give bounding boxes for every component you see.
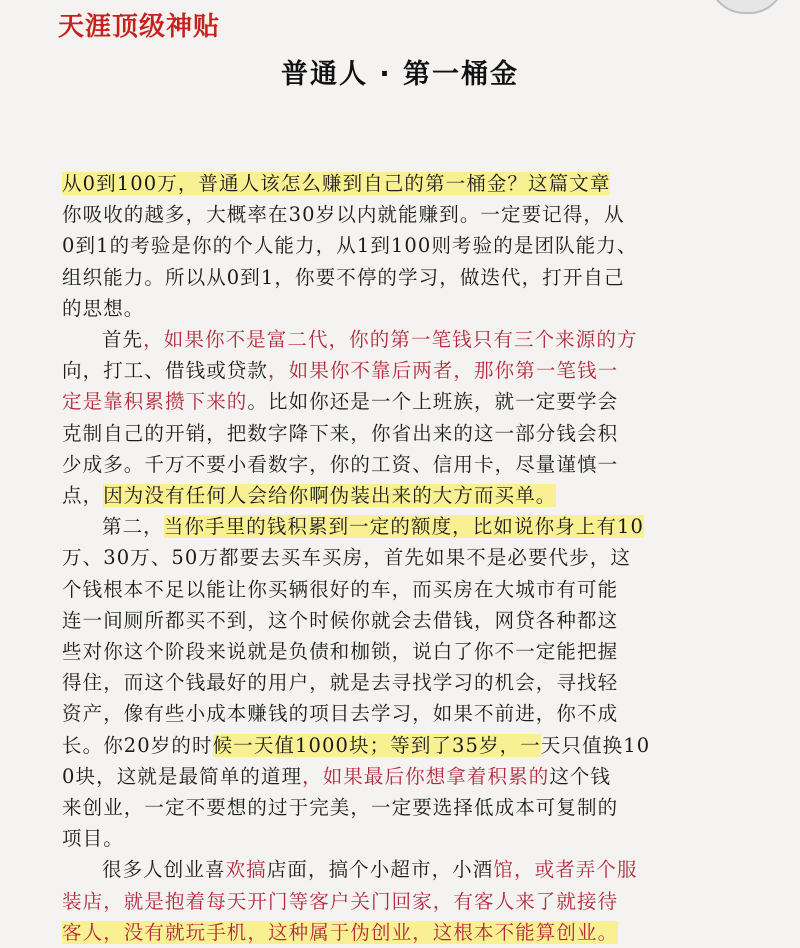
body-line: 首先，如果你不是富二代，你的第一笔钱只有三个来源的方: [101, 328, 638, 352]
body-line: 向，打工、借钱或贷款，如果你不靠后两者，那你第一笔钱一: [62, 359, 619, 383]
body-line: 点，因为没有任何人会给你啊伪装出来的大方而买单。: [62, 484, 557, 508]
document-title: 普通人 · 第一桶金: [280, 59, 520, 90]
body-line: 从0到100万，普通人该怎么赚到自己的第一桶金？这篇文章: [62, 172, 611, 195]
body-line: 连一间厕所都买不到，这个时候你就会去借钱，网贷各种都这: [62, 608, 619, 632]
body-line: 你吸收的越多，大概率在30岁以内就能赚到。一定要记得，从: [62, 203, 625, 227]
body-line: 来创业，一定不要想的过于完美，一定要选择低成本可复制的: [62, 796, 619, 820]
body-line: 个钱根本不足以能让你买辆很好的车，而买房在大城市有可能: [62, 577, 619, 601]
body-line: 很多人创业喜欢搞店面，搞个小超市，小酒馆，或者弄个服: [101, 858, 638, 882]
header-brand: 天涯顶级神贴: [58, 12, 221, 42]
body-line: 组织能力。所以从0到1，你要不停的学习，做迭代，打开自己: [62, 265, 625, 289]
body-line: 定是靠积累攒下来的。比如你还是一个上班族，就一定要学会: [62, 390, 619, 414]
body-line: 项目。: [62, 827, 124, 851]
body-line: 克制自己的开销，把数字降下来，你省出来的这一部分钱会积: [62, 421, 619, 445]
document-body: [62, 168, 762, 948]
body-line: 少成多。千万不要小看数字，你的工资、信用卡，尽量谨慎一: [62, 452, 619, 476]
body-line: 0到1的考验是你的个人能力，从1到100则考验的是团队能力、: [62, 234, 638, 258]
body-line: 0块，这就是最简单的道理，如果最后你想拿着积累的这个钱: [62, 764, 612, 788]
body-line: 装店，就是抱着每天开门等客户关门回家，有客人来了就接待: [62, 889, 619, 913]
corner-badge: [708, 0, 786, 14]
body-line: 些对你这个阶段来说就是负债和枷锁，说白了你不一定能把握: [62, 640, 619, 664]
body-line: 万、30万、50万都要去买车买房，首先如果不是必要代步，这: [62, 546, 632, 570]
body-line: 资产，像有些小成本赚钱的项目去学习，如果不前进，你不成: [62, 702, 619, 726]
body-line: 客人，没有就玩手机，这种属于伪创业，这根本不能算创业。: [62, 920, 619, 944]
body-line: 得住，而这个钱最好的用户，就是去寻找学习的机会，寻找轻: [62, 671, 619, 695]
body-line: 第二，当你手里的钱积累到一定的额度，比如说你身上有10: [101, 515, 644, 539]
body-line: 的思想。: [62, 296, 145, 320]
body-line: 长。你20岁的时候一天值1000块；等到了35岁，一天只值换10: [62, 733, 651, 757]
